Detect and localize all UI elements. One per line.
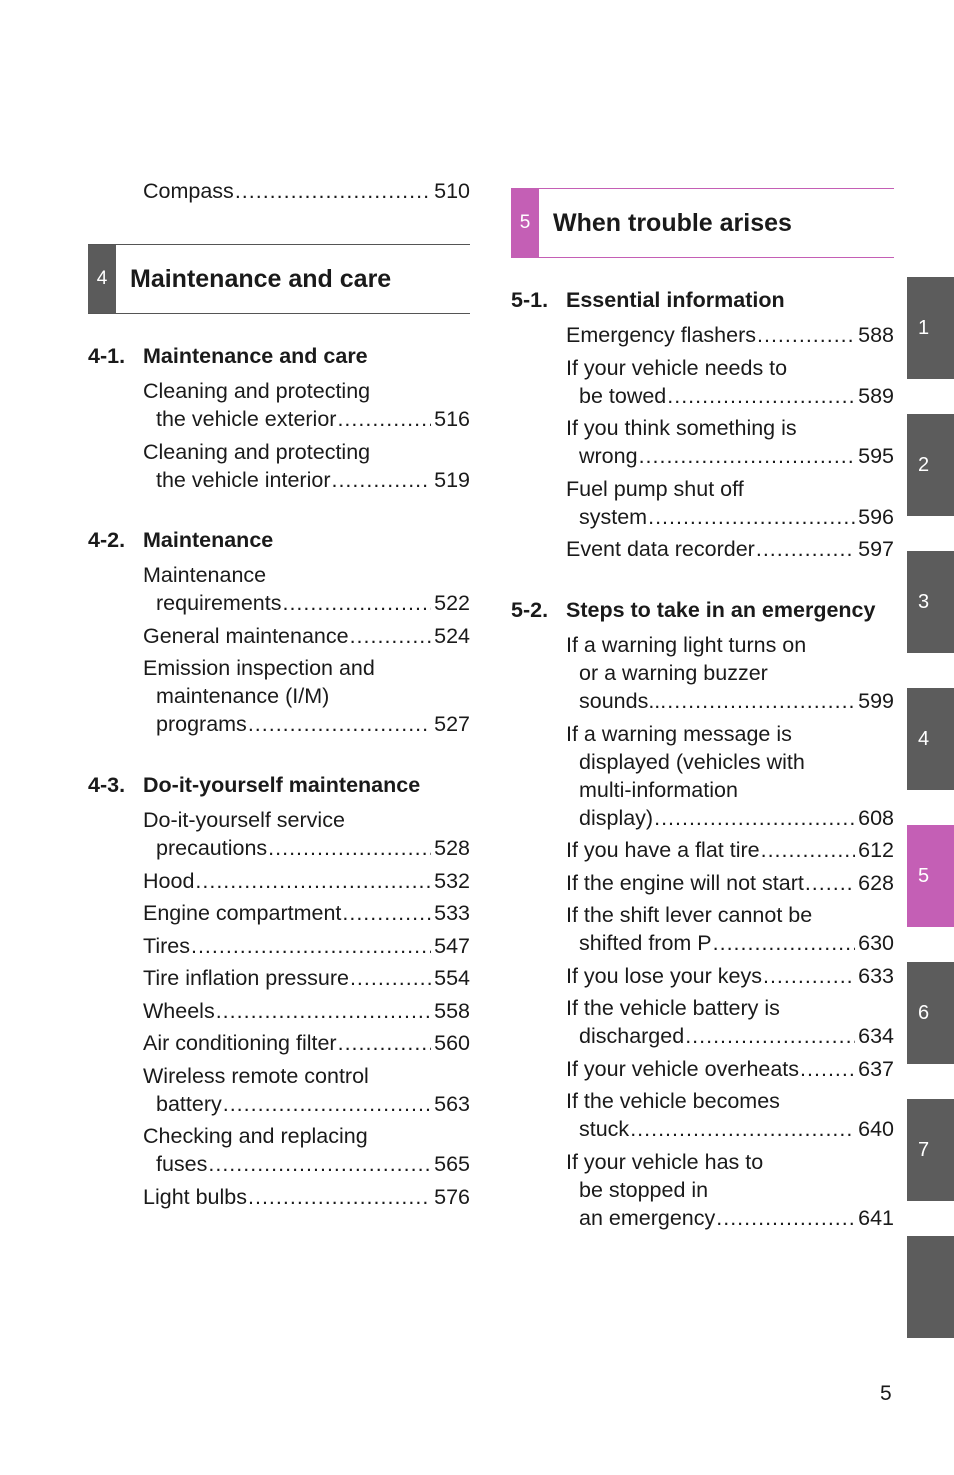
- toc-entry[interactable]: [511, 414, 894, 470]
- leader-dots: [756, 535, 855, 563]
- toc-entry[interactable]: [511, 869, 894, 897]
- toc-entry[interactable]: [88, 622, 470, 650]
- toc-entry[interactable]: [511, 1148, 894, 1232]
- entry-page: 528: [434, 836, 470, 860]
- toc-entry[interactable]: [511, 994, 894, 1050]
- chapter-tab-3[interactable]: [907, 551, 954, 653]
- entry-text: maintenance (I/M): [156, 684, 330, 708]
- entry-text: requirements: [156, 591, 282, 615]
- toc-entry[interactable]: [88, 654, 470, 738]
- entry-text: If a warning message is: [566, 721, 792, 746]
- entry-page: 558: [434, 998, 470, 1023]
- chapter-tab-2[interactable]: [907, 414, 954, 516]
- entry-text: or a warning buzzer: [579, 661, 768, 685]
- entry-page: 599: [858, 689, 894, 713]
- entry-text: Fuel pump shut off: [566, 476, 744, 501]
- entry-text: If your vehicle needs to: [566, 355, 788, 380]
- entry-text: Tires: [143, 933, 190, 958]
- leader-dots: [268, 834, 431, 862]
- entry-text: Maintenance: [143, 563, 267, 587]
- entry-text: Compass: [143, 179, 234, 203]
- page-number: 5: [880, 1382, 892, 1405]
- section-title: When trouble arises: [553, 209, 792, 237]
- toc-entry[interactable]: [88, 561, 470, 617]
- entry-text: system: [579, 504, 648, 529]
- entry-text: shifted from P: [579, 931, 712, 955]
- entry-page: 633: [858, 963, 894, 988]
- entry-page: 589: [858, 383, 894, 408]
- subsection-5-1-heading[interactable]: 5-1. Essential information: [511, 288, 785, 312]
- entry-text: precautions: [156, 836, 268, 860]
- entry-text: an emergency: [579, 1205, 716, 1230]
- toc-entry[interactable]: [88, 867, 470, 895]
- chapter-tab-6[interactable]: [907, 962, 954, 1064]
- section-number: 5: [511, 189, 539, 257]
- entry-text: displayed (vehicles with: [579, 749, 805, 774]
- entry-page: 554: [434, 966, 470, 990]
- entry-page: 527: [434, 712, 470, 736]
- entry-text: wrong: [579, 444, 638, 468]
- entry-text: If the shift lever cannot be: [566, 903, 813, 927]
- entry-page: 565: [434, 1152, 470, 1176]
- entry-page: 524: [434, 623, 470, 648]
- entry-text: stuck: [579, 1117, 630, 1141]
- toc-entry[interactable]: [511, 631, 894, 715]
- entry-page: 547: [434, 933, 470, 958]
- leader-dots: [191, 932, 431, 960]
- tab-label: 5: [918, 865, 930, 887]
- toc-entry[interactable]: [511, 901, 894, 957]
- toc-entry[interactable]: [88, 377, 470, 433]
- entry-text: fuses: [156, 1152, 208, 1176]
- leader-dots: [248, 710, 431, 738]
- toc-entry[interactable]: [88, 1029, 470, 1057]
- entry-text: Emission inspection and: [143, 656, 375, 680]
- entry-text: be towed: [579, 383, 667, 408]
- toc-entry[interactable]: [88, 1062, 470, 1118]
- leader-dots: [630, 1115, 855, 1143]
- entry-text: Tire inflation pressure: [143, 966, 349, 990]
- entry-text: Air conditioning filter: [143, 1031, 337, 1055]
- entry-text: programs: [156, 712, 247, 736]
- leader-dots: [216, 997, 431, 1025]
- section-5-header: [511, 188, 894, 258]
- entry-text: If you lose your keys: [566, 963, 762, 988]
- entry-page: 637: [858, 1056, 894, 1081]
- entry-page: 608: [858, 805, 894, 830]
- section-title: Maintenance and care: [130, 265, 392, 293]
- leader-dots: [761, 836, 856, 864]
- toc-entry-compass[interactable]: [88, 177, 470, 205]
- entry-page: 510: [434, 179, 470, 203]
- entry-page: 628: [858, 870, 894, 895]
- entry-page: 563: [434, 1091, 470, 1116]
- subsection-5-2-heading[interactable]: 5-2. Steps to take in an emergency: [511, 598, 876, 622]
- toc-entry[interactable]: [511, 836, 894, 864]
- chapter-tab-4[interactable]: [907, 688, 954, 790]
- leader-dots: [713, 929, 855, 957]
- toc-entry[interactable]: [511, 720, 894, 832]
- entry-text: If you think something is: [566, 416, 797, 440]
- entry-page: 532: [434, 868, 470, 893]
- leader-dots: [667, 382, 855, 410]
- entry-text: Wireless remote control: [143, 1063, 369, 1088]
- leader-dots: [757, 321, 855, 349]
- toc-entry[interactable]: [511, 321, 894, 349]
- toc-entry[interactable]: [88, 1122, 470, 1178]
- entry-page: 519: [434, 467, 470, 492]
- chapter-tab-index[interactable]: [907, 1236, 954, 1338]
- entry-page: 516: [434, 407, 470, 431]
- subsection-4-2-heading[interactable]: 4-2. Maintenance: [88, 528, 274, 552]
- entry-text: be stopped in: [579, 1177, 709, 1202]
- leader-dots: [639, 442, 856, 470]
- leader-dots: [337, 405, 431, 433]
- entry-page: 640: [858, 1117, 894, 1141]
- entry-text: multi-information: [579, 777, 738, 802]
- toc-entry[interactable]: [511, 962, 894, 990]
- entry-text: sounds...: [579, 689, 667, 713]
- leader-dots: [235, 177, 431, 205]
- leader-dots: [716, 1204, 855, 1232]
- leader-dots: [195, 867, 431, 895]
- entry-page: 630: [858, 931, 894, 955]
- leader-dots: [685, 1022, 855, 1050]
- entry-text: Wheels: [143, 998, 215, 1023]
- leader-dots: [763, 962, 855, 990]
- entry-text: discharged: [579, 1024, 685, 1048]
- leader-dots: [208, 1150, 431, 1178]
- section-number: 4: [88, 245, 116, 313]
- toc-entry[interactable]: [88, 997, 470, 1025]
- tab-label: 7: [918, 1139, 930, 1161]
- entry-page: 588: [858, 323, 894, 347]
- toc-entry[interactable]: [88, 932, 470, 960]
- subsection-4-3-heading[interactable]: 4-3. Do-it-yourself maintenance: [88, 773, 421, 797]
- toc-entry[interactable]: [88, 806, 470, 862]
- leader-dots: [331, 466, 431, 494]
- entry-text: Event data recorder: [566, 537, 755, 561]
- entry-text: Checking and replacing: [143, 1124, 368, 1148]
- leader-dots: [282, 589, 431, 617]
- entry-page: 597: [858, 537, 894, 561]
- tab-label: 1: [918, 317, 930, 339]
- entry-text: the vehicle interior: [156, 467, 331, 492]
- entry-text: If the vehicle battery is: [566, 996, 780, 1020]
- entry-text: If your vehicle has to: [566, 1149, 764, 1174]
- leader-dots: [342, 899, 431, 927]
- leader-dots: [800, 1055, 855, 1083]
- entry-page: 641: [858, 1205, 894, 1230]
- chapter-tab-7[interactable]: [907, 1099, 954, 1201]
- entry-text: Cleaning and protecting: [143, 439, 371, 464]
- entry-page: 634: [858, 1024, 894, 1048]
- toc-entry[interactable]: [88, 964, 470, 992]
- toc-entry[interactable]: [88, 438, 470, 494]
- chapter-tab-5[interactable]: [907, 825, 954, 927]
- entry-text: If a warning light turns on: [566, 633, 807, 657]
- leader-dots: [350, 622, 432, 650]
- leader-dots: [248, 1183, 431, 1211]
- leader-dots: [667, 687, 855, 715]
- toc-entry[interactable]: [511, 1055, 894, 1083]
- entry-page: 596: [858, 504, 894, 529]
- leader-dots: [648, 503, 855, 531]
- tab-label: 3: [918, 591, 930, 613]
- leader-dots: [223, 1090, 431, 1118]
- leader-dots: [654, 804, 855, 832]
- leader-dots: [350, 964, 431, 992]
- tab-label: 6: [918, 1002, 930, 1024]
- chapter-tab-1[interactable]: [907, 277, 954, 379]
- toc-entry[interactable]: [511, 1087, 894, 1143]
- entry-text: Cleaning and protecting: [143, 379, 371, 403]
- entry-text: battery: [156, 1091, 222, 1116]
- entry-page: 612: [858, 838, 894, 862]
- leader-dots: [805, 869, 855, 897]
- toc-entry[interactable]: [88, 1183, 470, 1211]
- entry-text: General maintenance: [143, 623, 349, 648]
- subsection-4-1-heading[interactable]: 4-1. Maintenance and care: [88, 344, 368, 368]
- entry-text: If you have a flat tire: [566, 838, 760, 862]
- entry-text: Do-it-yourself service: [143, 808, 345, 832]
- toc-entry[interactable]: [511, 475, 894, 531]
- entry-text: Hood: [143, 868, 195, 893]
- entry-text: display): [579, 805, 654, 830]
- tab-label: 2: [918, 454, 930, 476]
- toc-entry[interactable]: [511, 354, 894, 410]
- entry-page: 522: [434, 591, 470, 615]
- entry-text: If the vehicle becomes: [566, 1089, 780, 1113]
- entry-text: Light bulbs: [143, 1184, 247, 1209]
- leader-dots: [338, 1029, 432, 1057]
- toc-entry[interactable]: [88, 899, 470, 927]
- entry-page: 533: [434, 901, 470, 925]
- entry-text: Engine compartment: [143, 901, 342, 925]
- entry-text: Emergency flashers: [566, 323, 756, 347]
- entry-page: 576: [434, 1184, 470, 1209]
- tab-label: 4: [918, 728, 930, 750]
- entry-page: 595: [858, 444, 894, 468]
- toc-entry[interactable]: [511, 535, 894, 563]
- entry-text: If the engine will not start: [566, 870, 804, 895]
- entry-page: 560: [434, 1031, 470, 1055]
- entry-text: the vehicle exterior: [156, 407, 337, 431]
- entry-text: If your vehicle overheats: [566, 1056, 800, 1081]
- section-4-header: [88, 244, 470, 314]
